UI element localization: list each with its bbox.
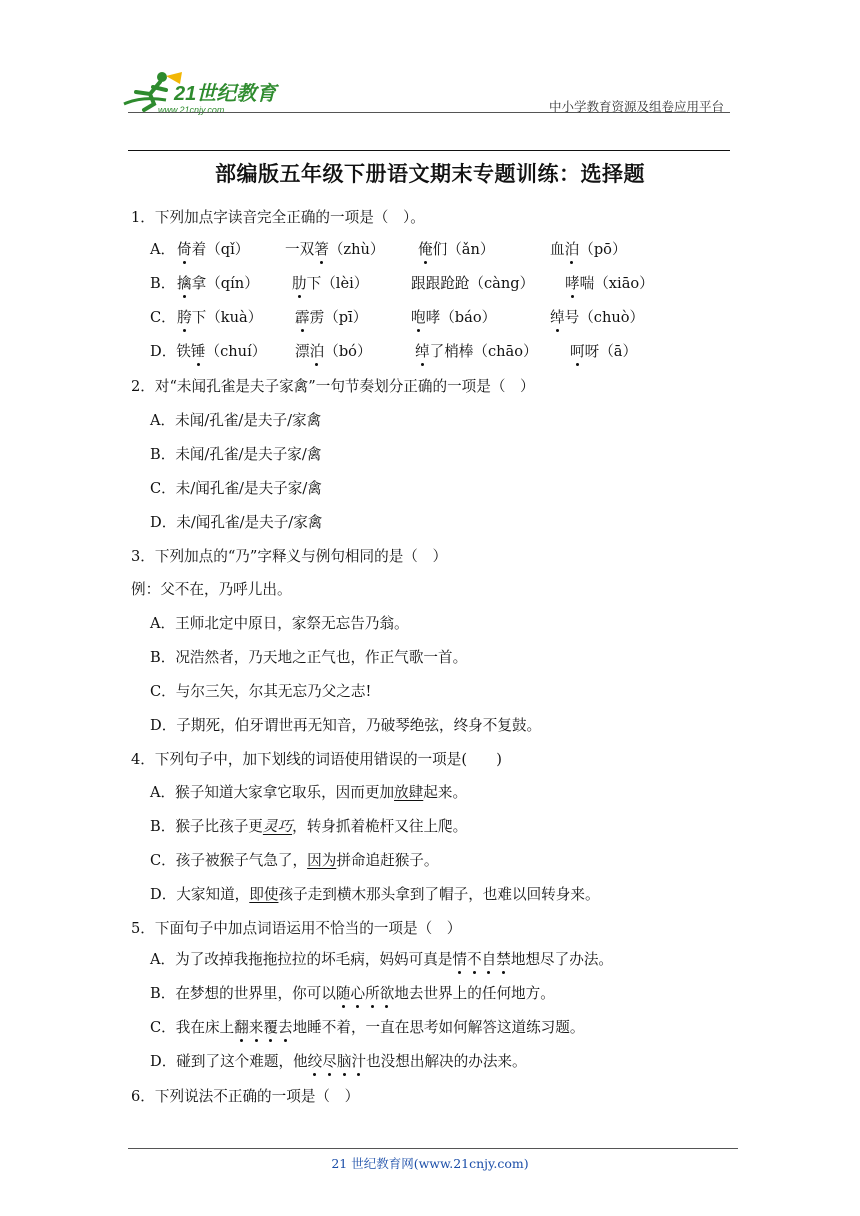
q2-option-d: D．未/闻孔雀/是夫子/家禽 (150, 514, 323, 531)
q4-option-b: B．猴子比孩子更灵巧，转身抓着桅杆又往上爬。 (150, 818, 468, 835)
title-divider (128, 150, 730, 151)
header-divider (128, 112, 730, 113)
q3-option-d: D．子期死，伯牙谓世再无知音，乃破琴绝弦，终身不复鼓。 (150, 717, 542, 734)
page-title: 部编版五年级下册语文期末专题训练：选择题 (215, 161, 645, 186)
q5-option-d: D．碰到了这个难题，他绞尽脑汁也没想出解决的办法来。 (150, 1050, 527, 1071)
footer-text: 21 世纪教育网(www.21cnjy.com) (331, 1156, 529, 1171)
q5-option-c: C．我在床上翻来覆去地睡不着，一直在思考如何解答这道练习题。 (150, 1016, 584, 1037)
logo-url: www.21cnjy.com (158, 105, 225, 115)
q1-stem: 1．下列加点字读音完全正确的一项是（ ）。 (131, 209, 425, 226)
q3-option-a: A．王师北定中原日，家祭无忘告乃翁。 (150, 615, 409, 632)
q3-option-c: C．与尔三矢，尔其无忘乃父之志! (150, 683, 372, 700)
q5-option-b: B．在梦想的世界里，你可以随心所欲地去世界上的任何地方。 (150, 982, 555, 1003)
logo-text: 21世纪教育 (174, 83, 277, 105)
q2-option-b: B．未闻/孔雀/是夫子家/禽 (150, 446, 322, 463)
q2-option-a: A．未闻/孔雀/是夫子/家禽 (150, 412, 322, 429)
q2-option-c: C．未/闻孔雀/是夫子家/禽 (150, 480, 322, 497)
platform-name: 中小学教育资源及组卷应用平台 (548, 99, 724, 114)
q4-stem: 4．下列句子中，加下划线的词语使用错误的一项是( ) (131, 751, 502, 768)
q6-stem: 6．下列说法不正确的一项是（ ） (131, 1088, 360, 1105)
q2-stem: 2．对“未闻孔雀是夫子家禽”一句节奏划分正确的一项是（ ） (131, 378, 535, 395)
footer-divider (128, 1148, 738, 1149)
q3-example: 例：父不在，乃呼儿出。 (131, 581, 292, 598)
q4-option-d: D．大家知道，即使孩子走到横木那头拿到了帽子，也难以回转身来。 (150, 886, 600, 903)
q4-option-c: C．孩子被猴子气急了，因为拼命追赶猴子。 (150, 852, 439, 869)
q4-option-a: A．猴子知道大家拿它取乐，因而更加放肆起来。 (150, 784, 468, 801)
q3-option-b: B．况浩然者，乃天地之正气也，作正气歌一首。 (150, 649, 468, 666)
q5-stem: 5．下面句子中加点词语运用不恰当的一项是（ ） (131, 920, 462, 937)
q5-option-a: A．为了改掉我拖拖拉拉的坏毛病，妈妈可真是情不自禁地想尽了办法。 (150, 948, 613, 969)
q3-stem: 3．下列加点的“乃”字释义与例句相同的是（ ） (131, 548, 448, 565)
